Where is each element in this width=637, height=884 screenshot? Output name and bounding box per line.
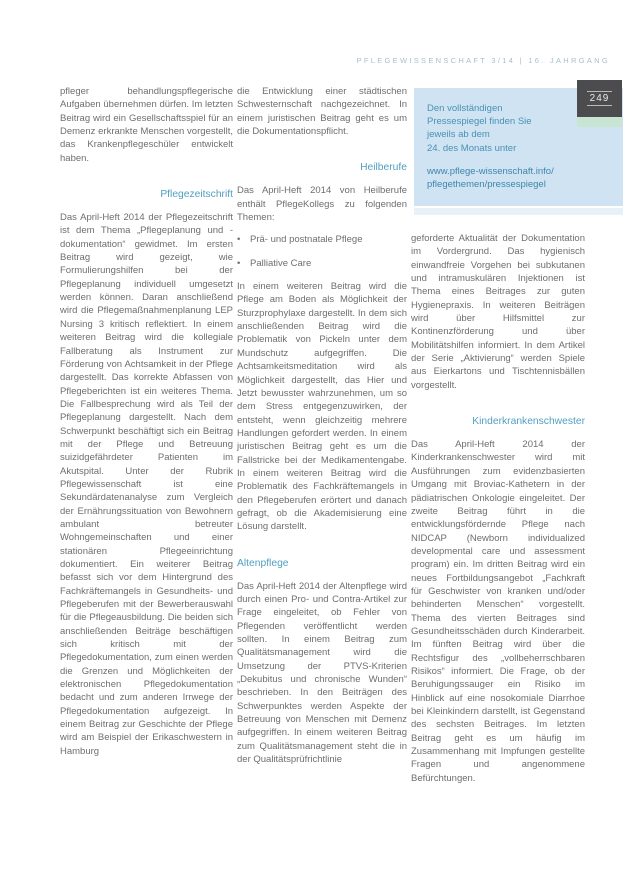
section-heading-pflegezeitschrift: Pflegezeitschrift [160, 189, 233, 201]
list-item [237, 233, 407, 246]
journal-header: PFLEGEWISSENSCHAFT 3/14 | 16. JAHRGANG [356, 56, 610, 65]
page-number-tab [577, 80, 622, 117]
paragraph: Das April-Heft 2014 der Pflegezeitschrift ist dem Thema „Pflegeplanung und -dokumentation“ gewidmet. Im ersten Beitrag wird gezeigt, wie Formulierungshilfen bei der Pflegeplanung individuell umgesetzt werden können. Daran anschließend wird die Pflegemaßnahmenplanung LEP Nursing 3 kritisch reflektiert. In einem weiteren Beitrag wird die kollegiale Fallberatung als Instrument zur Förderung von Achtsamkeit in der Pflege dargestellt. Das korrekte Abfassen von Pflegeberichten ist ein weiteres Thema. Die Fallbesprechung wird als Teil der Pflegeplanung dargestellt. Nach dem Schwerpunkt beschäftigt sich ein Beitrag mit der Pflege und Betreuung suizidgefährdeter Patienten im Akutspital. Unter der Rubrik Pflegewissenschaft ist eine Sekundärdatenanalyse zum Vergleich der Ernährungssituation von Bewohnern ambulant betreuter Wohngemeinschaften und einer stationären Pflegeeinrichtung dokumentiert. Ein weiterer Beitrag befasst sich vor dem Hintergrund des Fachkräftemangels in Gesundheits- und Pflegeberufen mit der Bewerberauswahl für die Pflegeausbildung. Die beiden sich anschließenden Beiträge beschäftigen sich kritisch mit der Pflegedokumentation, zum einen werden die Grenzen und Möglichkeiten der elektronischen Pflegedokumentation bedacht und zum anderen Irrwege der Pflegedokumentation aufgezeigt. In einem Beitrag zur Geschichte der Pflege wird am Beispiel der Erikaschwestern in Hamburg [60, 212, 233, 757]
section-heading-heilberufe: Heilberufe [360, 162, 407, 174]
pflegekolleg-topic-list [237, 233, 407, 270]
paragraph: geforderte Aktualität der Dokumentation im Vordergrund. Das hygienisch einwandfreie Vorgehen bei subkutanen und intramuskulären Injektionen ist Thema eines Beitrages zur guten Hygienepraxis. In weiteren Beiträgen wird über Hilfsmittel zur Kontinenzförderung und über Mobilitätshilfen informiert. In dem Artikel der Serie „Aktivierung“ werden Spiele aus Eierkartons und Tischtennisbällen vorgestellt. [411, 233, 585, 391]
text-column-3 [411, 232, 585, 785]
paragraph: pfleger behandlungspflegerische Aufgaben übernehmen dürfen. Im letzten Beitrag wird ein Gesellschaftsspiel für an Demenz erkrankte Menschen vorgestellt, das Krankenpflegeschüler entwickelt haben. [60, 86, 233, 164]
pressespiegel-box-line: jeweils ab dem [427, 129, 490, 141]
pressespiegel-box-line: 24. des Monats unter [427, 142, 517, 154]
paragraph: Das April-Heft 2014 der Kinderkrankenschwester wird mit Ausführungen zum evidenzbasierten Umgang mit Broviac-Kathetern in der pädiatrischen Onkologie eingeleitet. Der zweite Beitrag führt in die entwicklungsfördernde Pflege nach NIDCAP (Newborn individualized developmental care und assessment program) ein. Im dritten Beitrag wird ein neues Fortbildungsangebot „Fachkraft für Geschwister von kranken und/oder behinderten Menschen“ vorgestellt. Thema des vierten Beitrages sind Gesundheitsschäden durch Kinderarbeit. Im fünften Beitrag wird über die Rechtsfigur des „vollbeherrschbaren Risikos“ informiert. Die Frage, ob der Beruhigungssauger ein Risiko im Hinblick auf eine nosokomiale Diarrhoe bei Kleinkindern darstellt, ist Gegenstand des sechsten Beitrages. Im letzten Beitrag geht es um häufig im Zusammenhang mit Impfungen gestellte Fragen und angenommene Befürchtungen. [411, 439, 585, 784]
text-column-1 [60, 85, 233, 758]
paragraph: Das April-Heft 2014 der Altenpflege wird durch einen Pro- und Contra-Artikel zur Frage eingeleitet, ob Fehler von Pflegenden veröffentlicht werden sollten. In einem Beitrag zum Qualitätsmanagement wird die Umsetzung der PTVS-Kriterien „Dekubitus und chronische Wunden“ beschrieben. In den Beiträgen des Schwerpunktes werden Aspekte der Betreuung von Menschen mit Demenz aufgegriffen. In einem weiteren Beitrag zum Qualitätsmanagement steht die in der Qualitätsprüfrichtlinie [237, 580, 407, 766]
paragraph: die Entwicklung einer städtischen Schwesternschaft nachgezeichnet. In einem juristischen Beitrag geht es um die Dokumentationspflicht. [237, 86, 407, 138]
paragraph: In einem weiteren Beitrag wird die Pflege am Boden als Möglichkeit der Sturzprophylaxe dargestellt. In dem sich anschließenden Beitrag wird die Problematik von Pickeln unter dem Mundschutz aufgegriffen. Die Achtsamkeitsmeditation wird als Möglichkeit dargestellt, das Hier und Jetzt bewusster wahrzunehmen, um so dem Stress entgegenzuwirken, der entsteht, wenn gleichzeitig mehrere Handlungen gefordert werden. In einem juristischen Beitrag geht es um die Fallstricke bei der Medikamentengabe. In einem weiteren Beitrag wird die Problematik des Fachkräftemangels in den Pflegeberufen erörtert und danach gefragt, ob die Akademisierung eine Lösung darstellt. [237, 281, 407, 533]
page-number: 249 [587, 91, 613, 106]
text-column-2 [237, 85, 407, 766]
list-item-text: Palliative Care [250, 257, 312, 269]
list-item [237, 257, 407, 270]
bullet-icon: • [237, 257, 241, 269]
pressespiegel-box-line: Pressespiegel finden Sie [427, 116, 532, 128]
section-heading-altenpflege: Altenpflege [237, 557, 289, 569]
pressespiegel-url[interactable]: www.pflege-wissenschaft.info/ [427, 165, 554, 177]
box-shadow-strip [414, 208, 623, 215]
section-heading-kinderkrankenschwester: Kinderkrankenschwester [472, 416, 585, 428]
mint-accent-strip [577, 117, 622, 127]
paragraph: Das April-Heft 2014 von Heilberufe enthält PflegeKollegs zu folgenden Themen: [237, 185, 407, 224]
bullet-icon: • [237, 234, 241, 246]
list-item-text: Prä- und postnatale Pflege [250, 234, 363, 246]
pressespiegel-url[interactable]: pflegethemen/pressespiegel [427, 179, 546, 191]
pressespiegel-box-line: Den vollständigen [427, 103, 503, 114]
